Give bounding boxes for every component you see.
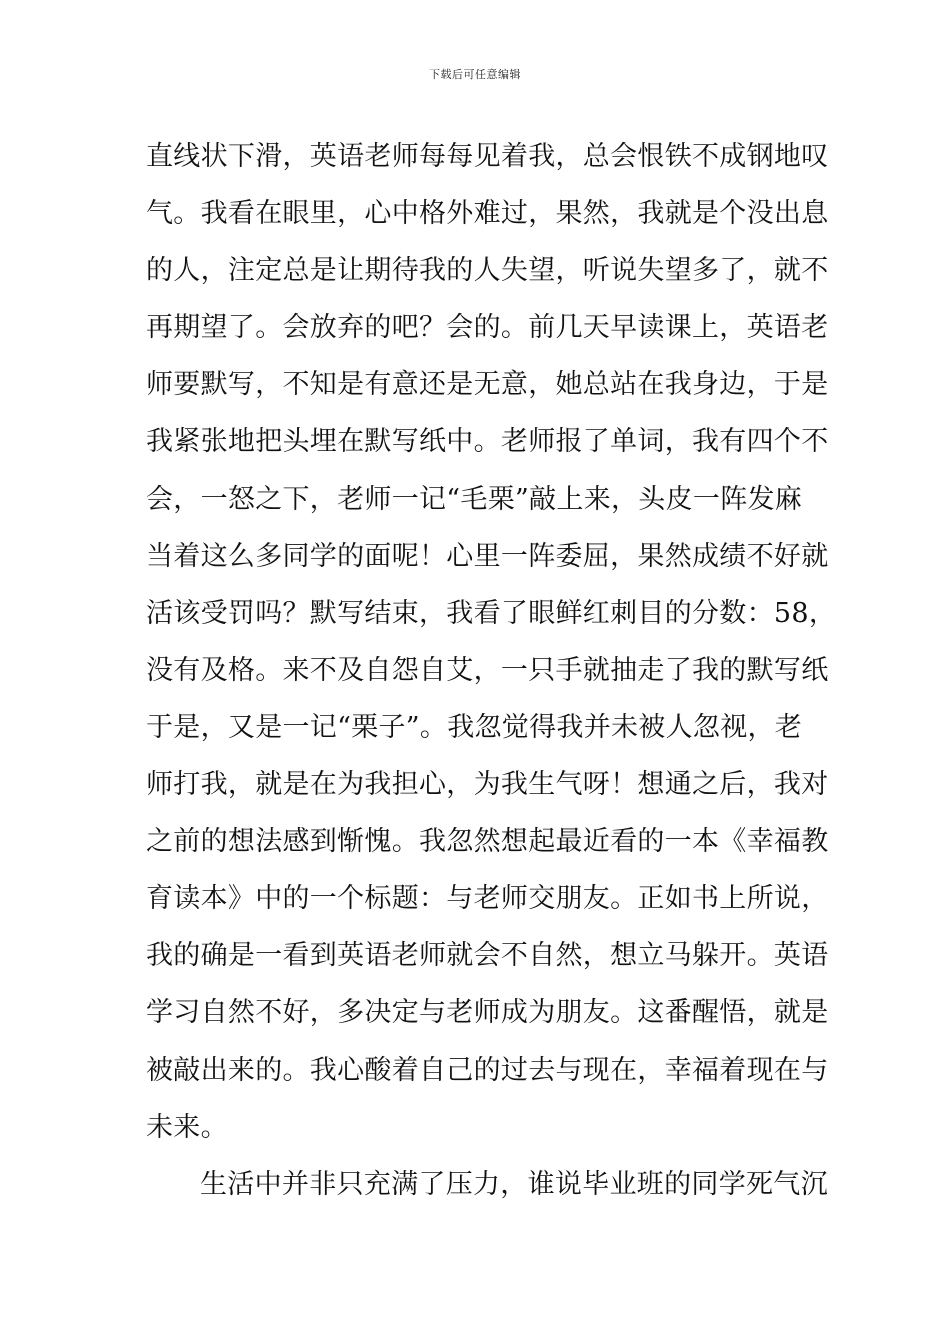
text-line: 育读本》中的一个标题：与老师交朋友。正如书上所说， bbox=[146, 883, 829, 915]
text-line: 会，一怒之下，老师一记“毛栗”敲上来，头皮一阵发麻 bbox=[146, 483, 803, 515]
paragraph-start-line: 生活中并非只充满了压力，谁说毕业班的同学死气沉 bbox=[200, 1168, 828, 1200]
text-line: 没有及格。来不及自怨自艾，一只手就抽走了我的默写纸 bbox=[146, 654, 829, 686]
text-line: 我的确是一看到英语老师就会不自然，想立马躲开。英语 bbox=[146, 940, 829, 972]
text-line: 当着这么多同学的面呢！心里一阵委屈，果然成绩不好就 bbox=[146, 540, 829, 572]
page-header: 下载后可任意编辑 bbox=[429, 68, 521, 81]
text-line: 直线状下滑，英语老师每每见着我，总会恨铁不成钢地叹 bbox=[146, 141, 829, 172]
text-line: 于是，又是一记“栗子”。我忽觉得我并未被人忽视，老 bbox=[146, 711, 803, 743]
text-line: 之前的想法感到惭愧。我忽然想起最近看的一本《幸福教 bbox=[146, 826, 829, 858]
text-line: 的人，注定总是让期待我的人失望，听说失望多了，就不 bbox=[146, 255, 829, 287]
text-line: 我紧张地把头埋在默写纸中。老师报了单词，我有四个不 bbox=[146, 426, 829, 458]
text-line: 被敲出来的。我心酸着自己的过去与现在，幸福着现在与 bbox=[146, 1054, 829, 1086]
text-line: 未来。 bbox=[146, 1111, 228, 1143]
text-line: 活该受罚吗？默写结束，我看了眼鲜红刺目的分数：58， bbox=[146, 597, 837, 629]
body-text bbox=[146, 128, 837, 1213]
text-line: 再期望了。会放弃的吧？会的。前几天早读课上，英语老 bbox=[146, 312, 829, 344]
text-line: 师打我，就是在为我担心，为我生气呀！想通之后，我对 bbox=[146, 769, 829, 801]
text-line: 师要默写，不知是有意还是无意，她总站在我身边，于是 bbox=[146, 369, 829, 401]
text-line: 学习自然不好，多决定与老师成为朋友。这番醒悟，就是 bbox=[146, 997, 829, 1029]
text-line: 气。我看在眼里，心中格外难过，果然，我就是个没出息 bbox=[146, 198, 829, 230]
